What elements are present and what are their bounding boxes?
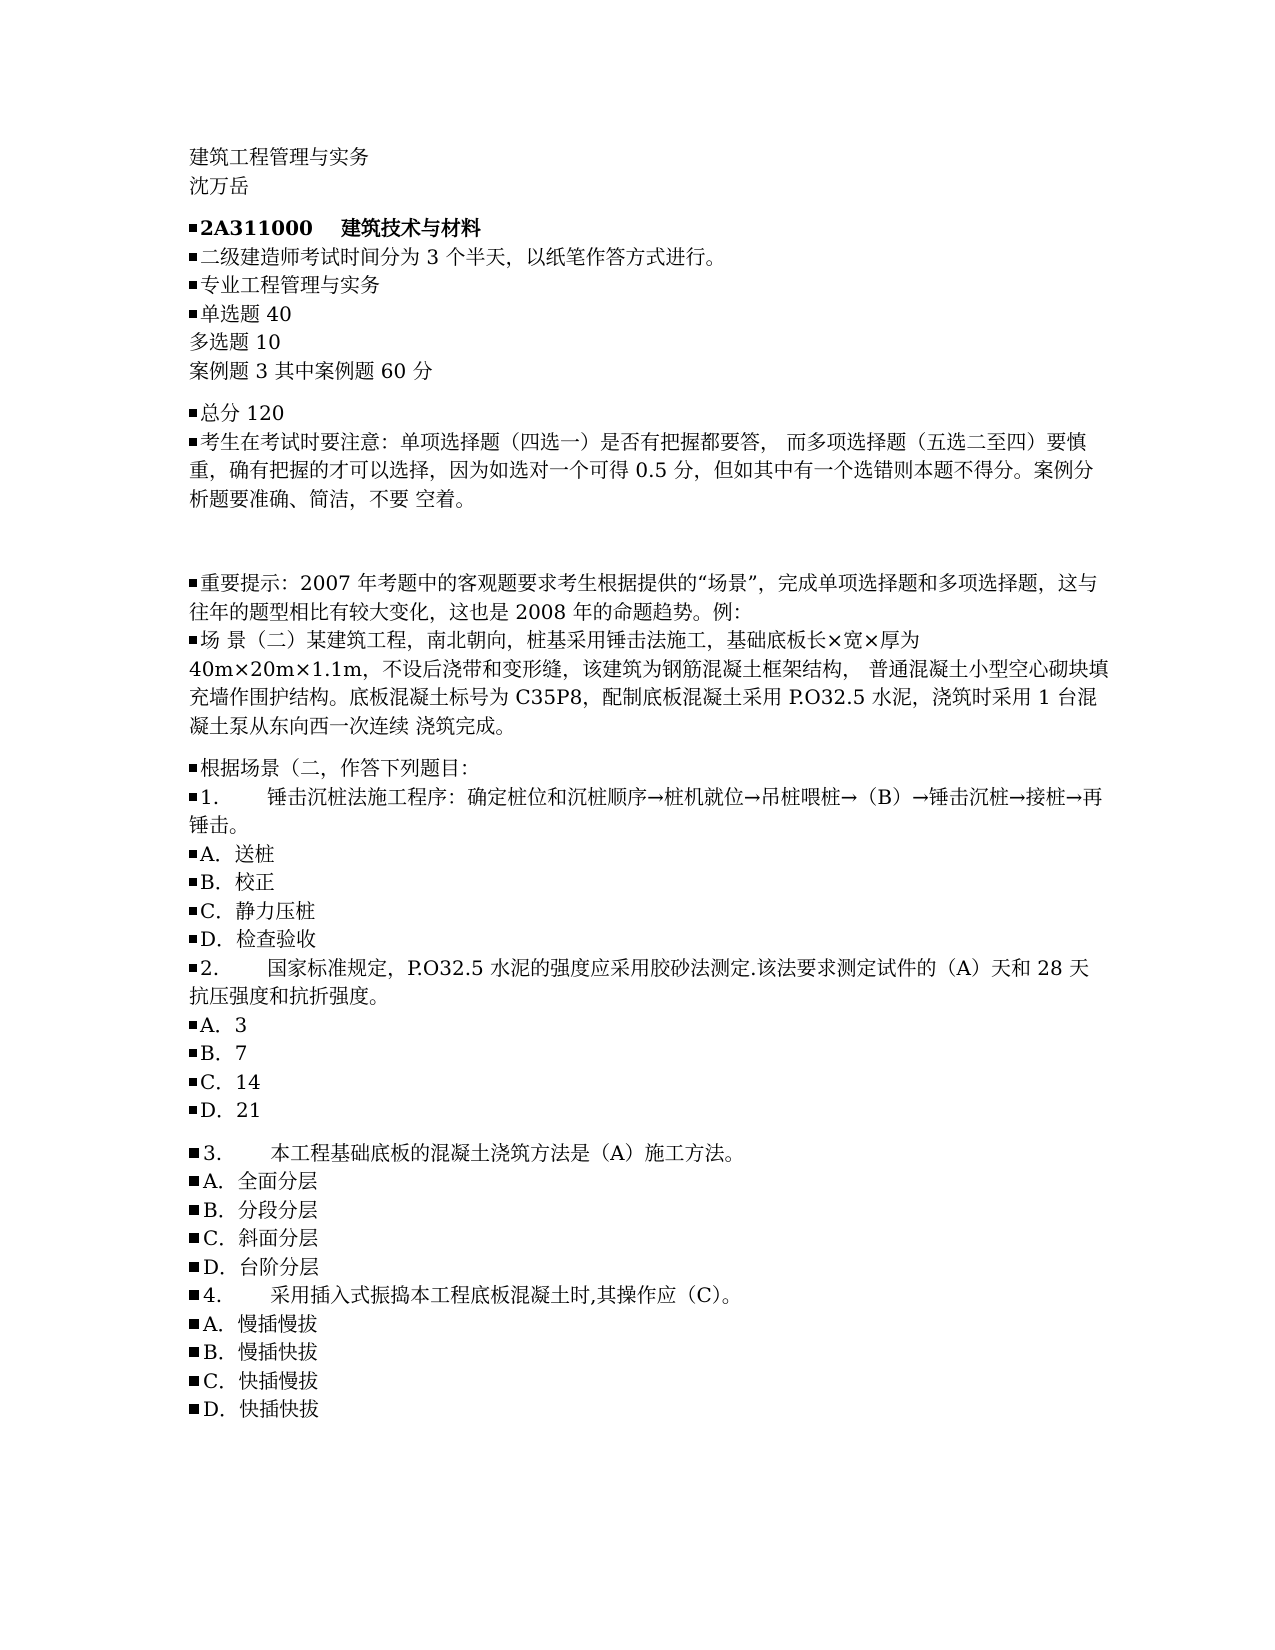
bullet-square-icon — [189, 281, 197, 289]
section-heading — [189, 214, 1109, 243]
bullet-square-icon — [189, 850, 197, 858]
option-item: C．14 — [189, 1068, 1109, 1097]
bullet-square-icon — [189, 409, 197, 417]
question-number: 3. — [203, 1140, 223, 1165]
bullet-square-icon — [189, 310, 197, 318]
section-code: 2A311000 — [200, 216, 313, 240]
bullet-square-icon — [189, 878, 197, 886]
bullet-square-icon — [189, 1233, 199, 1243]
question-text: 本工程基础底板的混凝土浇筑方法是（A）施工方法。 — [270, 1140, 745, 1165]
bullet-square-icon — [189, 1148, 199, 1158]
question-4 — [189, 1281, 1109, 1310]
option-item: A．3 — [189, 1011, 1109, 1040]
bullet-square-icon — [189, 1049, 197, 1057]
document-page — [189, 143, 1109, 1424]
question-number: 4. — [203, 1283, 223, 1307]
question-1 — [189, 783, 1109, 840]
option-item: B．分段分层 — [189, 1196, 1109, 1225]
bullet-square-icon — [189, 1319, 199, 1329]
document-title: 建筑工程管理与实务 — [189, 145, 369, 169]
intro-line: 二级建造师考试时间分为 3 个半天，以纸笔作答方式进行。 — [189, 243, 1109, 272]
question-2 — [189, 954, 1109, 1011]
option-item: A．全面分层 — [189, 1167, 1109, 1196]
question-number: 2. — [200, 955, 220, 980]
bullet-square-icon — [189, 1376, 199, 1386]
option-item: D．检查验收 — [189, 925, 1109, 954]
question-number: 1. — [200, 784, 220, 809]
option-item: C．斜面分层 — [189, 1224, 1109, 1253]
question-3 — [189, 1139, 1109, 1168]
question-text: 国家标准规定，P.O32.5 水泥的强度应采用胶砂法测定.该法要求测定试件的（A）天和 28 天抗压强度和抗折强度。 — [189, 955, 1090, 1008]
bullet-square-icon — [189, 764, 197, 772]
section-name: 建筑技术与材料 — [340, 216, 481, 240]
option-item: B．慢插快拔 — [189, 1338, 1109, 1367]
document-author: 沈万岳 — [189, 173, 249, 198]
bullet-square-icon — [189, 1404, 199, 1414]
bullet-square-icon — [189, 907, 197, 915]
question-text: 锤击沉桩法施工程序：确定桩位和沉桩顺序→桩机就位→吊桩喂桩→（B）→锤击沉桩→接桩→再锤击。 — [189, 784, 1103, 837]
intro-line: 专业工程管理与实务 — [189, 271, 1109, 300]
question-text: 采用插入式振捣本工程底板混凝土时,其操作应（C）。 — [270, 1283, 742, 1307]
bullet-square-icon — [189, 253, 197, 261]
bullet-square-icon — [189, 1176, 199, 1186]
bullet-square-icon — [189, 935, 197, 943]
bullet-square-icon — [189, 224, 197, 232]
option-item: A．慢插慢拔 — [189, 1310, 1109, 1339]
intro-line: 单选题 40 — [189, 300, 1109, 329]
bullet-square-icon — [189, 636, 197, 644]
option-item: B．7 — [189, 1039, 1109, 1068]
intro-line: 多选题 10 — [189, 330, 281, 354]
exam-notice: 考生在考试时要注意：单项选择题（四选一）是否有把握都要答， 而多项选择题（五选二至四）要慎重，确有把握的才可以选择，因为如选对一个可得 0.5 分，但如其中有一个选错则本题不得分。案例分析题要准确、简洁，不要 空着。 — [189, 429, 1094, 511]
important-tip: 重要提示：2007 年考题中的客观题要求考生根据提供的“场景”，完成单项选择题和多项选择题，这与往年的题型相比有较大变化，这也是 2008 年的命题趋势。例： — [189, 571, 1098, 624]
option-item: B．校正 — [189, 868, 1109, 897]
option-item: C．静力压桩 — [189, 897, 1109, 926]
scenario-text: 场 景（二）某建筑工程，南北朝向，桩基采用锤击法施工，基础底板长×宽×厚为 40m×20m×1.1m，不设后浇带和变形缝，该建筑为钢筋混凝土框架结构， 普通混凝土小型空心砌块填充墙作围护结构。底板混凝土标号为 C35P8，配制底板混凝土采用 P.O32.5 水泥，浇筑时采用 1 台混凝土泵从东向西一次连续 浇筑完成。 — [189, 628, 1109, 738]
bullet-square-icon — [189, 579, 197, 587]
bullet-square-icon — [189, 964, 197, 972]
total-score: 总分 120 — [189, 399, 1109, 428]
option-item: D．21 — [189, 1096, 1109, 1125]
bullet-square-icon — [189, 1290, 199, 1300]
intro-line: 案例题 3 其中案例题 60 分 — [189, 358, 433, 383]
option-item: C．快插慢拔 — [189, 1367, 1109, 1396]
option-item: A．送桩 — [189, 840, 1109, 869]
bullet-square-icon — [189, 793, 197, 801]
bullet-square-icon — [189, 1021, 197, 1029]
bullet-square-icon — [189, 1106, 197, 1114]
bullet-square-icon — [189, 438, 197, 446]
option-item: D．台阶分层 — [189, 1253, 1109, 1282]
question-prompt: 根据场景（二，作答下列题目： — [189, 754, 1109, 783]
bullet-square-icon — [189, 1347, 199, 1357]
bullet-square-icon — [189, 1262, 199, 1272]
option-item: D．快插快拔 — [189, 1395, 1109, 1424]
bullet-square-icon — [189, 1205, 199, 1215]
bullet-square-icon — [189, 1078, 197, 1086]
